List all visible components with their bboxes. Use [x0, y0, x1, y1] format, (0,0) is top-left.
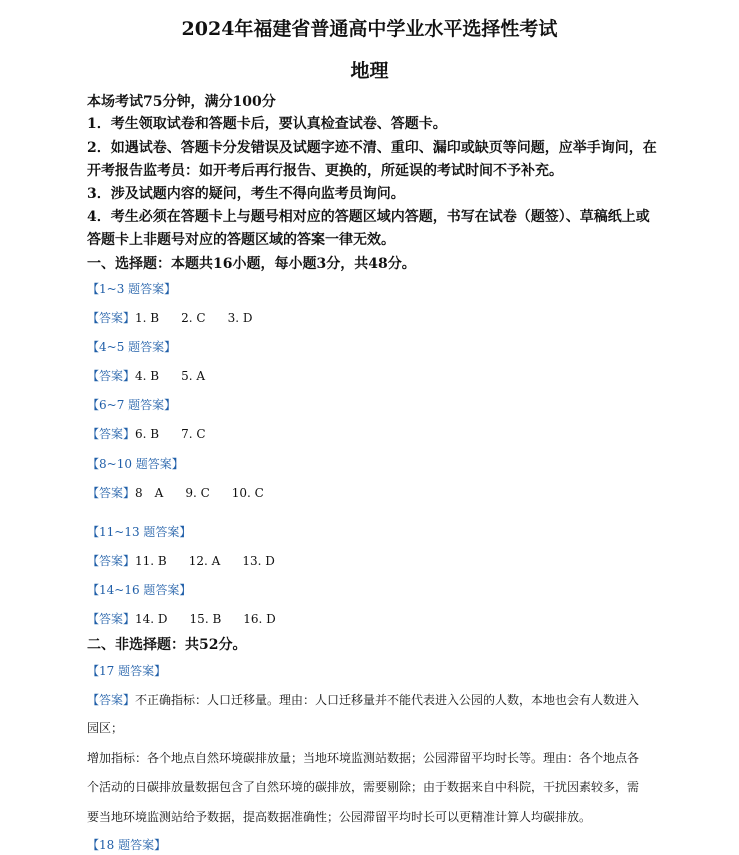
answer-group-header: 【8~10 题答案】 [87, 457, 184, 471]
page-title: 2024年福建省普通高中学业水平选择性考试 [181, 18, 558, 40]
answer-tag: 【答案】 [87, 693, 136, 707]
answer-tag: 【答案】 [87, 554, 136, 568]
answer-item: 1. B [135, 311, 160, 325]
instruction-line: 4．考生必须在答题卡上与题号相对应的答题区域内答题，书写在试卷（题签）、草稿纸上或 [87, 209, 650, 225]
answer-tag: 【答案】 [87, 486, 136, 500]
instruction-line: 3．涉及试题内容的疑问，考生不得向监考员询问。 [87, 186, 405, 202]
answer-row [87, 367, 727, 384]
answer-item: 16. D [243, 612, 276, 626]
answer-group-header: 【4~5 题答案】 [87, 340, 177, 354]
answer-item: 12. A [188, 554, 221, 568]
answer-row [87, 552, 727, 569]
answer-group-header: 【14~16 题答案】 [87, 583, 192, 597]
answer-row [87, 484, 727, 501]
answer-tag: 【答案】 [87, 369, 136, 383]
section-heading-choice: 一、选择题：本题共16小题，每小题3分，共48分。 [87, 256, 416, 272]
answer-explanation-line: 增加指标：各个地点自然环境碳排放量；当地环境监测站数据；公园滞留平均时长等。理由：各个地点各 [87, 751, 640, 765]
explanation-text: 不正确指标：人口迁移量。理由：人口迁移量并不能代表进入公园的人数，本地也会有人数进入 [135, 693, 640, 707]
answer-item: 5. A [181, 369, 206, 383]
instruction-line: 开考报告监考员：如开考后再行报告、更换的，所延误的考试时间不予补充。 [87, 163, 563, 179]
answer-tag: 【答案】 [87, 311, 136, 325]
instruction-line: 1．考生领取试卷和答题卡后，要认真检查试卷、答题卡。 [87, 116, 447, 132]
answer-tag: 【答案】 [87, 612, 136, 626]
answer-item: 11. B [135, 554, 167, 568]
subject-title: 地理 [350, 60, 389, 82]
answer-group-header: 【11~13 题答案】 [87, 525, 192, 539]
answer-item: 13. D [242, 554, 275, 568]
answer-item: 9. C [185, 486, 210, 500]
answer-item: 6. B [135, 427, 160, 441]
answer-row [87, 425, 727, 442]
answer-explanation-line [87, 691, 727, 708]
answer-item: 7. C [181, 427, 206, 441]
answer-group-header: 【17 题答案】 [87, 664, 167, 678]
instruction-line: 2．如遇试卷、答题卡分发错误及试题字迹不清、重印、漏印或缺页等问题，应举手询问，在 [87, 140, 657, 156]
section-heading-non-choice: 二、非选择题：共52分。 [87, 637, 247, 653]
answer-row [87, 610, 727, 627]
answer-group-header: 【1~3 题答案】 [87, 282, 177, 296]
answer-explanation-line: 园区； [87, 721, 124, 735]
answer-item: 14. D [135, 612, 168, 626]
answer-row [87, 309, 727, 326]
answer-item: 4. B [135, 369, 160, 383]
answer-explanation-line: 要当地环境监测站给予数据，提高数据准确性；公园滞留平均时长可以更精准计算人均碳排放。 [87, 810, 592, 824]
answer-item: 2. C [181, 311, 206, 325]
answer-group-header: 【18 题答案】 [87, 838, 167, 852]
exam-info: 本场考试75分钟，满分100分 [87, 94, 276, 110]
answer-item: 8 A [135, 486, 164, 500]
answer-explanation-line: 个活动的日碳排放量数据包含了自然环境的碳排放，需要剔除；由于数据来自中科院，干扰因素较多，需 [87, 780, 640, 794]
answer-item: 10. C [231, 486, 264, 500]
instruction-line: 答题卡上非题号对应的答题区域的答案一律无效。 [87, 232, 395, 248]
answer-tag: 【答案】 [87, 427, 136, 441]
answer-item: 15. B [189, 612, 222, 626]
answer-group-header: 【6~7 题答案】 [87, 398, 177, 412]
answer-item: 3. D [227, 311, 253, 325]
